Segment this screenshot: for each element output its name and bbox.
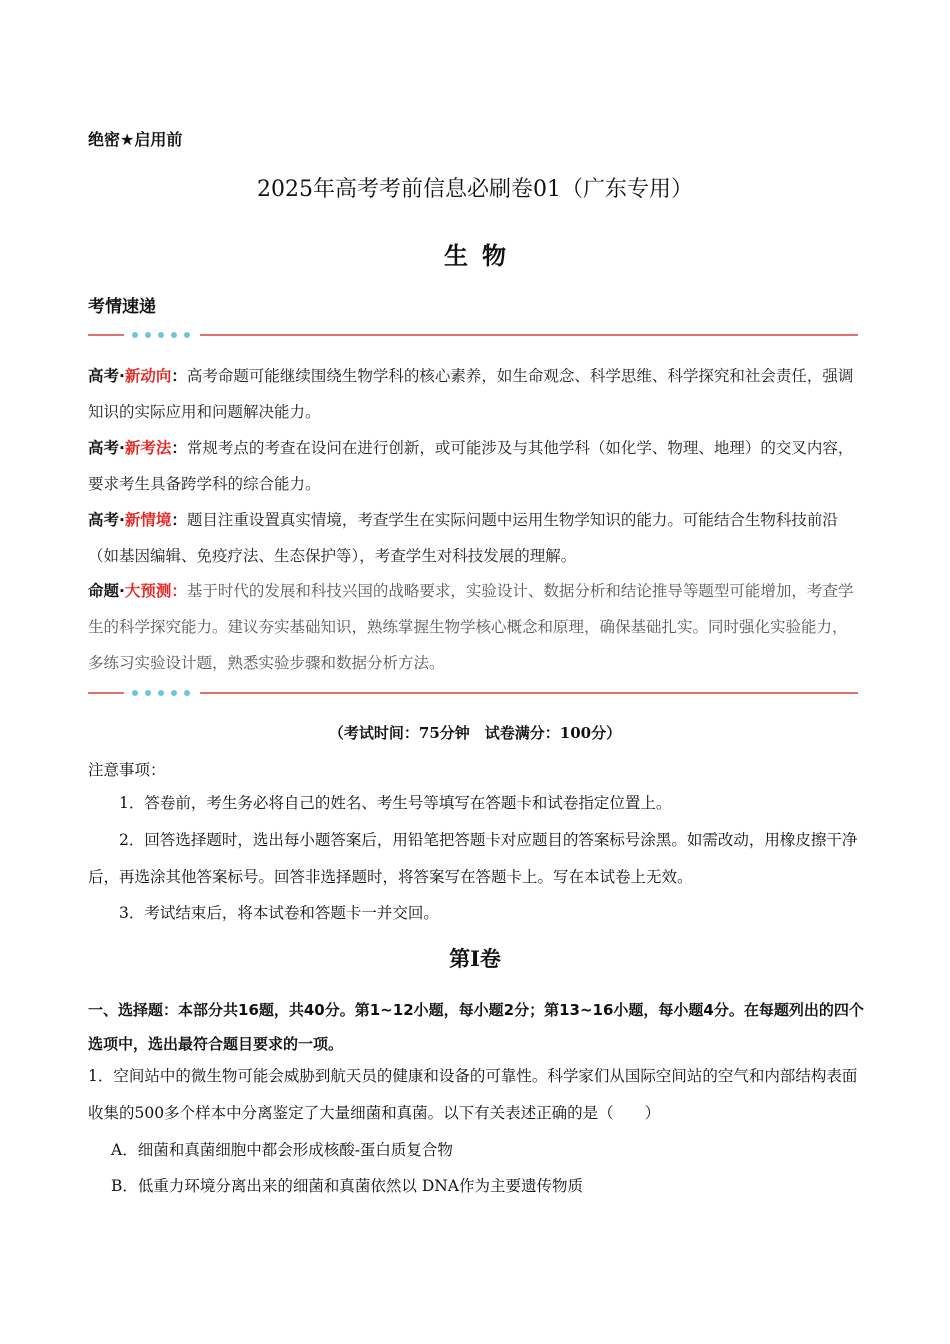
divider-dot xyxy=(158,332,164,338)
notice-item: 3．考试结束后，将本试卷和答题卡一并交回。 xyxy=(119,904,439,922)
volume-heading: 第Ⅰ卷 xyxy=(449,946,501,971)
divider-dot xyxy=(171,332,177,338)
part-one-heading: 一、选择题：本部分共16题，共40分。第1~12小题，每小题2分；第13~16小题，每小题4分。在每题列出的四个选项中，选出最符合题目要求的一项。 xyxy=(88,1001,864,1053)
divider-dot xyxy=(171,690,177,696)
overview-label-colon: ： xyxy=(171,511,187,529)
divider-dot xyxy=(145,690,151,696)
decorative-divider-top xyxy=(88,329,858,341)
exam-time-and-score: （考试时间：75分钟 试卷满分：100分） xyxy=(328,724,622,742)
overview-label-colon: ： xyxy=(171,367,187,385)
divider-dot xyxy=(184,690,190,696)
overview-item-text: 基于时代的发展和科技兴国的战略要求，实验设计、数据分析和结论推导等题型可能增加，考查学生的科学探究能力。建议夯实基础知识，熟练掌握生物学核心概念和原理，确保基础扎实。同时强化实验能力， 多练习实验设计题，熟悉实验步骤和数据分析方法。 xyxy=(88,582,856,672)
notice-item: 1．答卷前，考生务必将自己的姓名、考生号等填写在答题卡和试卷指定位置上。 xyxy=(119,794,672,812)
overview-label-colon: ： xyxy=(171,582,187,600)
overview-label-prefix: 高考· xyxy=(88,367,125,385)
notice-title: 注意事项： xyxy=(88,761,166,779)
overview-item-text: 高考命题可能继续围绕生物学科的核心素养，如生命观念、科学思维、科学探究和社会责任，强调知识的实际应用和问题解决能力。 xyxy=(88,367,854,421)
divider-line-left xyxy=(88,334,124,336)
divider-line-left xyxy=(88,692,124,694)
overview-label-highlight: 新情境 xyxy=(124,511,172,529)
overview-label-highlight: 大预测 xyxy=(124,582,172,600)
overview-heading: 考情速递 xyxy=(88,297,156,317)
overview-item-new-context xyxy=(88,502,868,574)
divider-line-right xyxy=(200,334,858,336)
overview-label-colon: ： xyxy=(171,439,187,457)
divider-dot xyxy=(184,332,190,338)
divider-dot xyxy=(145,332,151,338)
question-1-option-a: A．细菌和真菌细胞中都会形成核酸-蛋白质复合物 xyxy=(111,1141,453,1159)
question-1-option-b: B．低重力环境分离出来的细菌和真菌依然以 DNA作为主要遗传物质 xyxy=(111,1177,584,1195)
notice-item: 2．回答选择题时，选出每小题答案后，用铅笔把答题卡对应题目的答案标号涂黑。如需改动，用橡皮擦干净后，再选涂其他答案标号。回答非选择题时，将答案写在答题卡上。写在本试卷上无效。 xyxy=(88,831,858,886)
divider-line-right xyxy=(200,692,858,694)
divider-dot xyxy=(132,690,138,696)
subject-title: 生物 xyxy=(444,241,520,270)
overview-item-prediction xyxy=(88,573,868,681)
divider-dot xyxy=(132,332,138,338)
overview-item-text: 常规考点的考查在设问在进行创新，或可能涉及与其他学科（如化学、物理、地理）的交叉内容，要求考生具备跨学科的综合能力。 xyxy=(88,439,854,493)
divider-dot xyxy=(158,690,164,696)
overview-item-new-method xyxy=(88,430,868,502)
overview-label-prefix: 命题· xyxy=(88,582,125,600)
overview-label-highlight: 新动向 xyxy=(124,367,172,385)
secret-mark: 绝密★启用前 xyxy=(88,130,183,149)
decorative-divider-bottom xyxy=(88,687,858,699)
question-1-stem: 1．空间站中的微生物可能会威胁到航天员的健康和设备的可靠性。科学家们从国际空间站的空气和内部结构表面收集的500多个样本中分离鉴定了大量细菌和真菌。以下有关表述正确的是（ ） xyxy=(88,1067,858,1122)
overview-label-prefix: 高考· xyxy=(88,511,125,529)
paper-title: 2025年高考考前信息必刷卷01（广东专用） xyxy=(257,177,693,202)
overview-label-highlight: 新考法 xyxy=(124,439,172,457)
overview-label-prefix: 高考· xyxy=(88,439,125,457)
overview-item-new-trend xyxy=(88,358,868,430)
overview-item-text: 题目注重设置真实情境，考查学生在实际问题中运用生物学知识的能力。可能结合生物科技前沿（如基因编辑、免疫疗法、生态保护等），考查学生对科技发展的理解。 xyxy=(88,511,838,565)
